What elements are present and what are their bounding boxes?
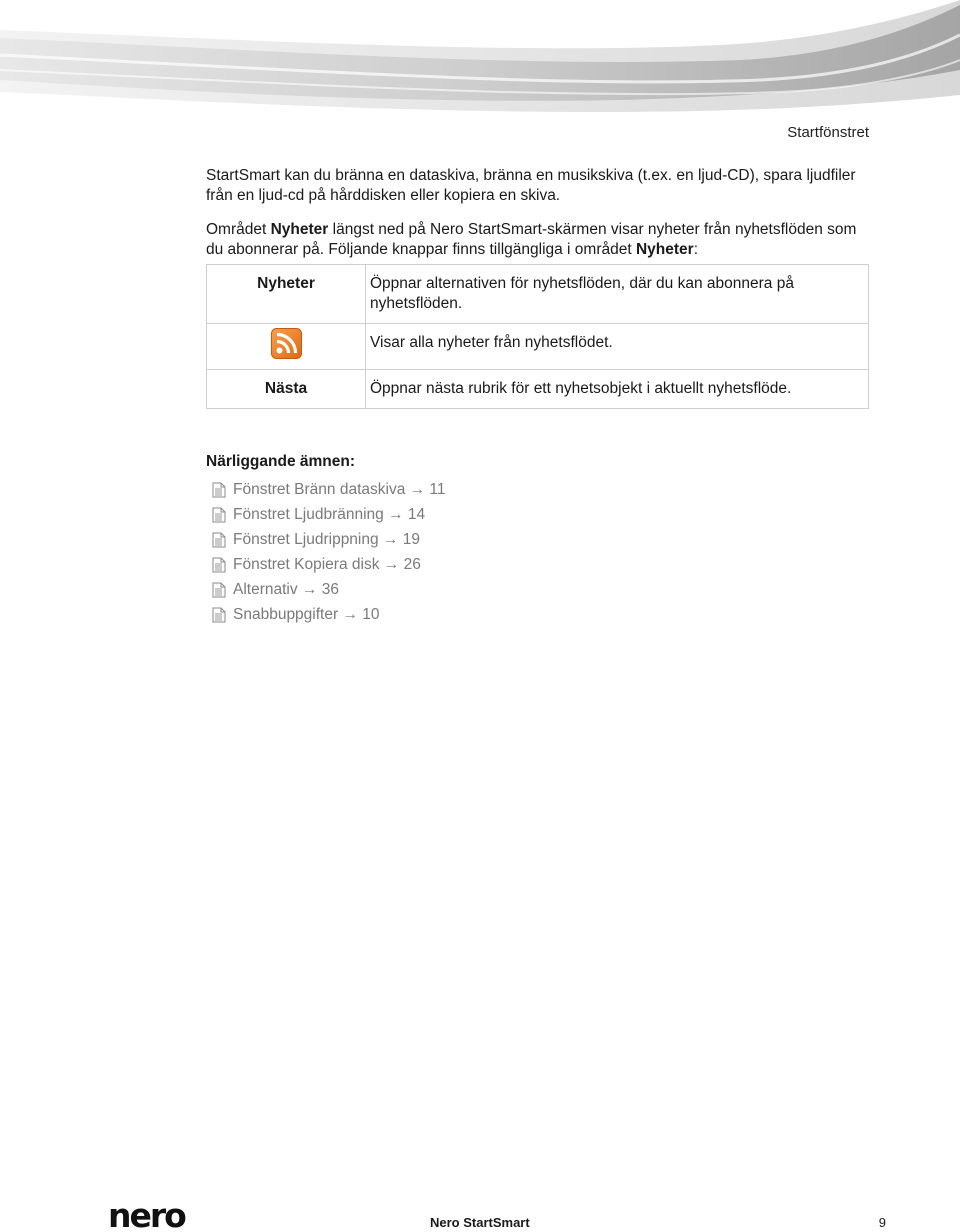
- document-icon: [212, 557, 226, 573]
- intro-paragraph-1: StartSmart kan du bränna en dataskiva, bränna en musikskiva (t.ex. en ljud-CD), spara ljudfiler från en ljud-cd på hårddisken eller kopiera en skiva.: [206, 167, 856, 204]
- p2-text-middle: längst ned på Nero StartSmart-skärmen visar nyheter från nyhetsflöden som du abonnerar på. Följande knappar finns tillgängliga i området: [206, 221, 857, 258]
- footer-page-number: 9: [878, 1215, 886, 1230]
- table-row: [207, 324, 869, 370]
- table-key-cell: Nyheter: [207, 265, 366, 324]
- document-icon: [212, 482, 226, 498]
- related-topic-link[interactable]: [212, 527, 446, 552]
- table-desc-cell: Öppnar nästa rubrik för ett nyhetsobjekt i aktuellt nyhetsflöde.: [366, 370, 869, 409]
- header-swoosh-decoration: [0, 0, 960, 125]
- table-desc-cell: Öppnar alternativen för nyhetsflöden, där du kan abonnera på nyhetsflöden.: [366, 265, 869, 324]
- related-topics-list: [212, 477, 446, 627]
- footer-product-name: Nero StartSmart: [430, 1215, 530, 1230]
- related-topic-label: Fönstret Ljudrippning → 19: [233, 530, 420, 548]
- p2-bold-nyheter: Nyheter: [270, 221, 329, 238]
- rss-icon: [271, 328, 302, 359]
- p2-text-after: :: [693, 241, 699, 258]
- table-desc-cell: Visar alla nyheter från nyhetsflödet.: [366, 324, 869, 370]
- p2-bold-nyheter-2: Nyheter: [635, 241, 694, 258]
- related-topic-link[interactable]: [212, 502, 446, 527]
- section-title: Startfönstret: [787, 124, 869, 141]
- related-topic-link[interactable]: [212, 602, 446, 627]
- related-topic-label: Fönstret Ljudbränning → 14: [233, 505, 426, 523]
- news-buttons-table: [206, 264, 869, 409]
- document-icon: [212, 532, 226, 548]
- table-key-cell: Nästa: [207, 370, 366, 409]
- related-topic-link[interactable]: [212, 552, 446, 577]
- related-topic-label: Alternativ → 36: [233, 580, 339, 598]
- related-topic-link[interactable]: [212, 577, 446, 602]
- table-key-cell: [207, 324, 366, 370]
- nero-logo: [108, 1203, 212, 1231]
- nero-logo-text: nero: [108, 1203, 185, 1231]
- document-icon: [212, 582, 226, 598]
- document-icon: [212, 507, 226, 523]
- table-row: [207, 265, 869, 324]
- table-row: [207, 370, 869, 409]
- related-topic-label: Fönstret Kopiera disk → 26: [233, 555, 421, 573]
- related-topic-label: Snabbuppgifter → 10: [233, 605, 380, 623]
- related-topic-label: Fönstret Bränn dataskiva → 11: [233, 480, 446, 498]
- intro-paragraph-2: [206, 220, 866, 260]
- document-icon: [212, 607, 226, 623]
- related-topic-link[interactable]: [212, 477, 446, 502]
- p2-text-before: Området: [206, 221, 271, 238]
- related-topics-heading: Närliggande ämnen:: [206, 453, 355, 470]
